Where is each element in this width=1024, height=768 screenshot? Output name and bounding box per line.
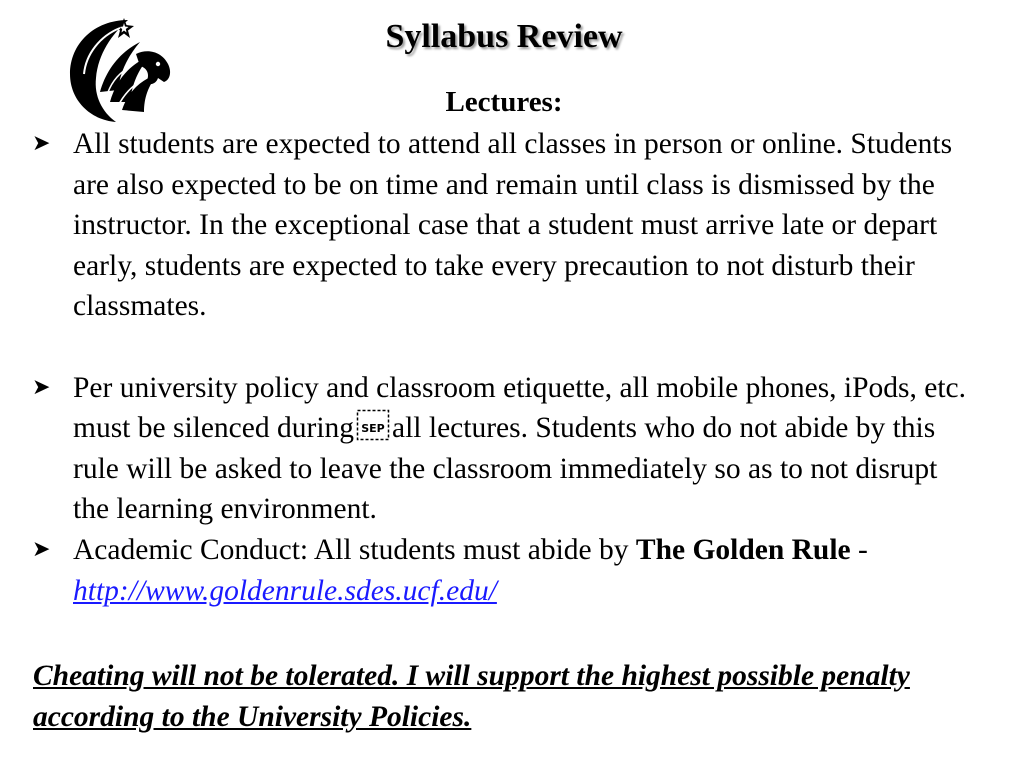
bullet-attendance (30, 124, 980, 327)
arrowhead-bullet-icon: ➤ (32, 374, 51, 400)
golden-rule-link[interactable]: http://www.goldenrule.sdes.ucf.edu/ (73, 574, 497, 607)
bullet-phones (30, 368, 980, 530)
dash-separator: - (850, 533, 868, 566)
page-title: Syllabus Review (385, 18, 623, 55)
arrowhead-bullet-icon: ➤ (32, 131, 51, 156)
arrowhead-bullet-icon: ➤ (32, 536, 51, 562)
golden-rule-label: The Golden Rule (635, 533, 851, 566)
svg-text:SEP: SEP (361, 422, 385, 436)
blank-line (30, 327, 980, 368)
bullet-text: all lectures. Students who do not abide by this rule will be asked to leave the classroom immediately so as to not disrupt the learning environment. (73, 412, 938, 526)
cheating-warning: Cheating will not be tolerated. I will support the highest possible penalty according to the University Policies. (33, 660, 910, 733)
bullet-academic-conduct (30, 530, 980, 611)
section-heading: Lectures: (445, 86, 563, 118)
bullet-text: Per university policy and classroom etiquette, all mobile phones, iPods, etc. must be silenced during (73, 371, 967, 445)
bullet-text: Academic Conduct: All students must abide by (73, 533, 636, 566)
bullet-list (30, 124, 980, 611)
separator-control-glyph-icon (356, 409, 390, 441)
bullet-text: All students are expected to attend all classes in person or online. Students are also expected to be on time and remain until class is dismissed by the instructor. In the exceptional case that a student must arrive late or depart early, students are expected to take every precaution to not disturb their classmates. (73, 128, 953, 323)
